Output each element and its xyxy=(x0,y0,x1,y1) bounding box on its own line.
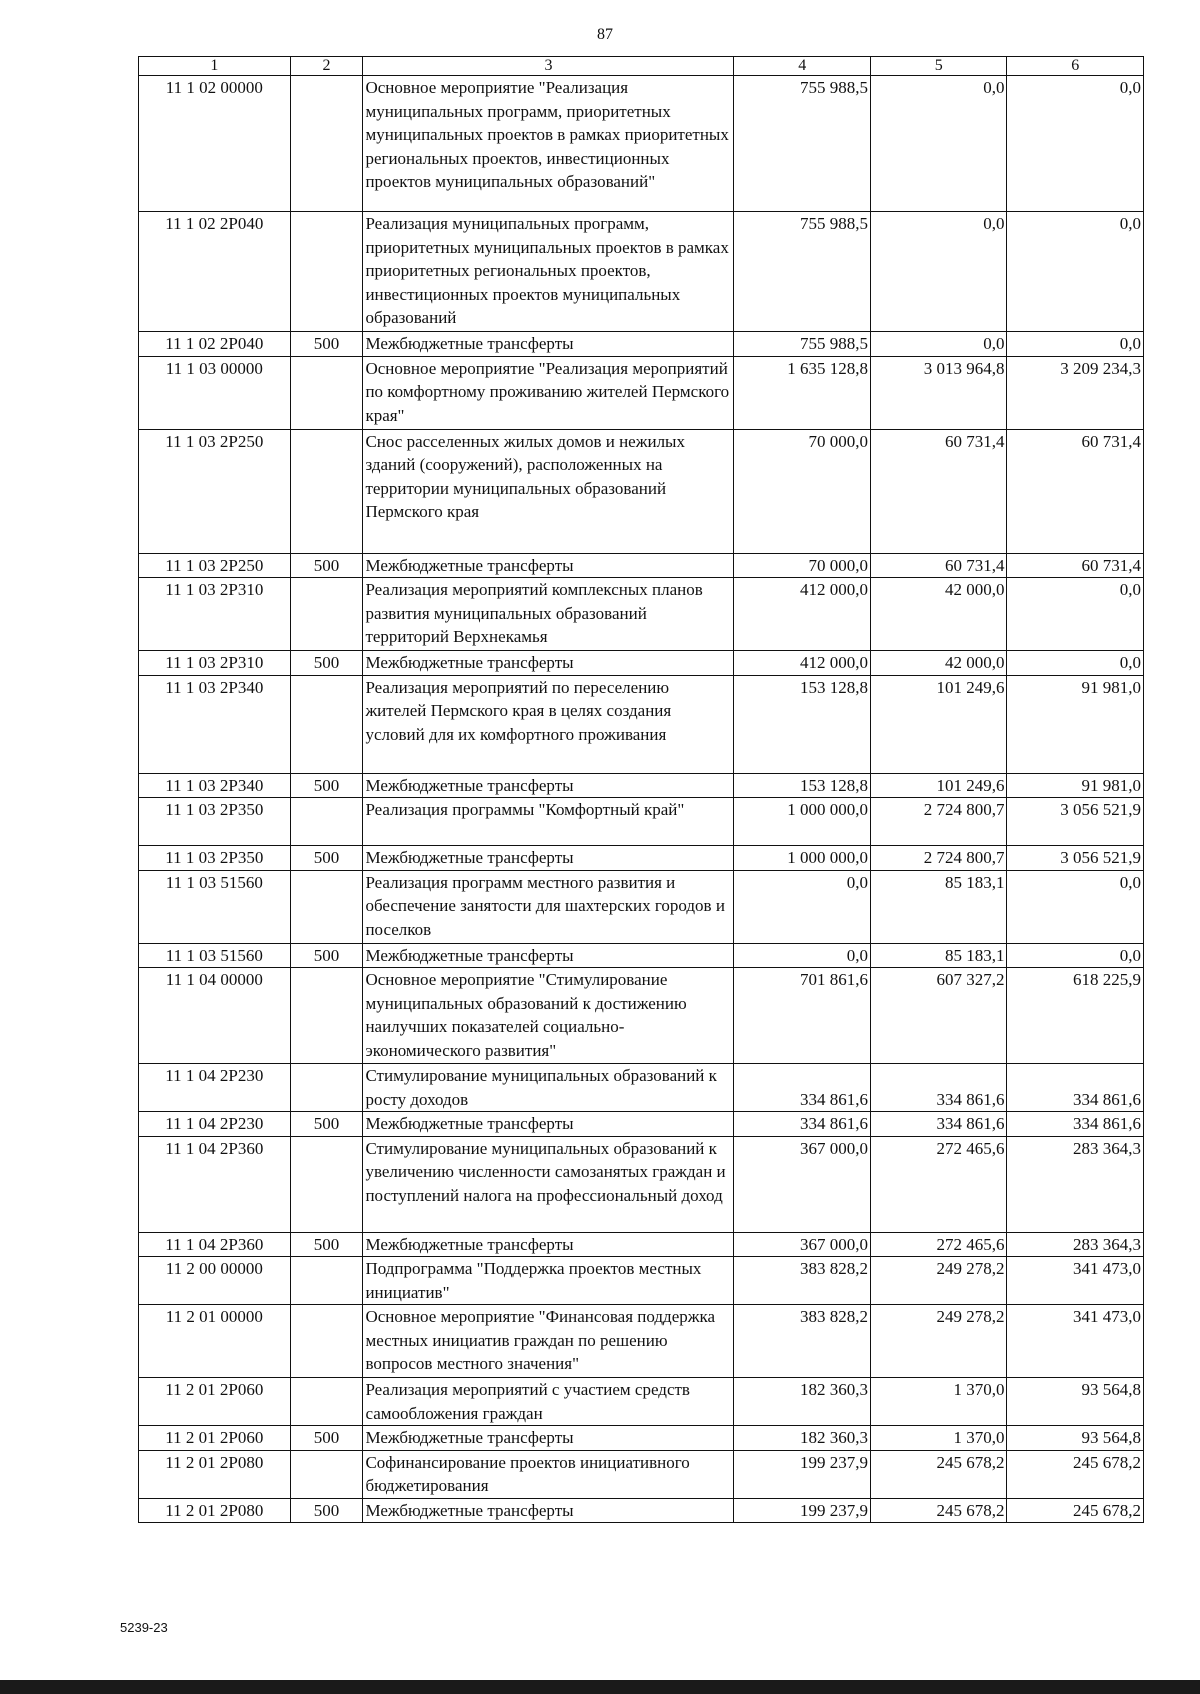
amount-col4-cell: 1 000 000,0 xyxy=(734,846,870,871)
description-cell: Межбюджетные трансферты xyxy=(363,846,734,871)
amount-col4-cell: 0,0 xyxy=(734,943,870,968)
code-cell: 11 2 01 2Р080 xyxy=(139,1450,291,1498)
amount-col4-cell: 1 635 128,8 xyxy=(734,356,870,429)
amount-col4-cell: 334 861,6 xyxy=(734,1064,870,1112)
amount-col4-cell: 367 000,0 xyxy=(734,1232,870,1257)
table-row xyxy=(139,553,1144,578)
amount-col5-cell: 0,0 xyxy=(870,332,1006,357)
code-cell: 11 1 03 2Р250 xyxy=(139,429,291,553)
amount-col5-cell: 2 724 800,7 xyxy=(870,798,1006,846)
column-header-1: 1 xyxy=(139,57,291,76)
code-cell: 11 1 04 2Р360 xyxy=(139,1232,291,1257)
expense-type-cell xyxy=(290,968,363,1064)
amount-col6-cell: 0,0 xyxy=(1007,651,1144,676)
amount-col4-cell: 412 000,0 xyxy=(734,578,870,651)
code-cell: 11 1 03 2Р350 xyxy=(139,846,291,871)
amount-col4-cell: 182 360,3 xyxy=(734,1426,870,1451)
amount-col5-cell: 101 249,6 xyxy=(870,675,1006,773)
code-cell: 11 2 00 00000 xyxy=(139,1257,291,1305)
expense-type-cell xyxy=(290,1305,363,1378)
table-row xyxy=(139,1232,1144,1257)
description-cell: Реализация программы "Комфортный край" xyxy=(363,798,734,846)
expense-type-cell xyxy=(290,76,363,212)
amount-col4-cell: 334 861,6 xyxy=(734,1112,870,1137)
code-cell: 11 1 04 2Р230 xyxy=(139,1064,291,1112)
expense-type-cell xyxy=(290,675,363,773)
code-cell: 11 2 01 2Р080 xyxy=(139,1498,291,1523)
amount-col6-cell: 334 861,6 xyxy=(1007,1112,1144,1137)
amount-col5-cell: 42 000,0 xyxy=(870,651,1006,676)
amount-col4-cell: 70 000,0 xyxy=(734,429,870,553)
description-cell: Межбюджетные трансферты xyxy=(363,1232,734,1257)
description-cell: Основное мероприятие "Реализация мероприятий по комфортному проживанию жителей Пермского края" xyxy=(363,356,734,429)
amount-col6-cell: 3 056 521,9 xyxy=(1007,846,1144,871)
amount-col4-cell: 199 237,9 xyxy=(734,1450,870,1498)
code-cell: 11 1 03 51560 xyxy=(139,943,291,968)
amount-col5-cell: 334 861,6 xyxy=(870,1064,1006,1112)
description-cell: Софинансирование проектов инициативного бюджетирования xyxy=(363,1450,734,1498)
amount-col6-cell: 283 364,3 xyxy=(1007,1136,1144,1232)
amount-col6-cell: 0,0 xyxy=(1007,578,1144,651)
budget-table-container xyxy=(138,56,1144,1523)
code-cell: 11 1 04 2Р360 xyxy=(139,1136,291,1232)
page-number: 87 xyxy=(597,26,613,43)
table-row xyxy=(139,212,1144,332)
amount-col4-cell: 755 988,5 xyxy=(734,76,870,212)
description-cell: Межбюджетные трансферты xyxy=(363,651,734,676)
description-cell: Реализация мероприятий комплексных планов развития муниципальных образований территорий Верхнекамья xyxy=(363,578,734,651)
amount-col5-cell: 245 678,2 xyxy=(870,1498,1006,1523)
expense-type-cell xyxy=(290,1378,363,1426)
expense-type-cell: 500 xyxy=(290,773,363,798)
amount-col5-cell: 1 370,0 xyxy=(870,1426,1006,1451)
table-body xyxy=(139,76,1144,1523)
amount-col6-cell: 334 861,6 xyxy=(1007,1064,1144,1112)
table-row xyxy=(139,846,1144,871)
description-cell: Реализация программ местного развития и обеспечение занятости для шахтерских городов и поселков xyxy=(363,870,734,943)
expense-type-cell: 500 xyxy=(290,332,363,357)
amount-col4-cell: 755 988,5 xyxy=(734,212,870,332)
code-cell: 11 1 03 2Р310 xyxy=(139,578,291,651)
amount-col6-cell: 0,0 xyxy=(1007,212,1144,332)
amount-col4-cell: 383 828,2 xyxy=(734,1257,870,1305)
amount-col5-cell: 60 731,4 xyxy=(870,553,1006,578)
table-row xyxy=(139,675,1144,773)
code-cell: 11 1 03 2Р310 xyxy=(139,651,291,676)
expense-type-cell: 500 xyxy=(290,651,363,676)
amount-col6-cell: 618 225,9 xyxy=(1007,968,1144,1064)
scan-bottom-edge xyxy=(0,1680,1200,1694)
table-row xyxy=(139,356,1144,429)
amount-col4-cell: 383 828,2 xyxy=(734,1305,870,1378)
amount-col5-cell: 272 465,6 xyxy=(870,1232,1006,1257)
description-cell: Реализация мероприятий по переселению жителей Пермского края в целях создания условий для их комфортного проживания xyxy=(363,675,734,773)
code-cell: 11 1 03 2Р340 xyxy=(139,773,291,798)
amount-col6-cell: 245 678,2 xyxy=(1007,1450,1144,1498)
table-row xyxy=(139,332,1144,357)
table-row xyxy=(139,943,1144,968)
amount-col5-cell: 85 183,1 xyxy=(870,870,1006,943)
amount-col4-cell: 70 000,0 xyxy=(734,553,870,578)
amount-col4-cell: 755 988,5 xyxy=(734,332,870,357)
amount-col6-cell: 91 981,0 xyxy=(1007,773,1144,798)
expense-type-cell xyxy=(290,798,363,846)
description-cell: Стимулирование муниципальных образований к увеличению численности самозанятых граждан и поступлений налога на профессиональный доход xyxy=(363,1136,734,1232)
table-row xyxy=(139,773,1144,798)
table-row xyxy=(139,651,1144,676)
expense-type-cell: 500 xyxy=(290,1232,363,1257)
amount-col6-cell: 341 473,0 xyxy=(1007,1305,1144,1378)
amount-col5-cell: 85 183,1 xyxy=(870,943,1006,968)
code-cell: 11 1 02 2Р040 xyxy=(139,332,291,357)
expense-type-cell: 500 xyxy=(290,1426,363,1451)
code-cell: 11 1 02 00000 xyxy=(139,76,291,212)
table-row xyxy=(139,1378,1144,1426)
amount-col6-cell: 93 564,8 xyxy=(1007,1378,1144,1426)
column-header-6: 6 xyxy=(1007,57,1144,76)
description-cell: Межбюджетные трансферты xyxy=(363,1112,734,1137)
amount-col6-cell: 283 364,3 xyxy=(1007,1232,1144,1257)
table-row xyxy=(139,798,1144,846)
amount-col5-cell: 249 278,2 xyxy=(870,1305,1006,1378)
expense-type-cell xyxy=(290,212,363,332)
expense-type-cell xyxy=(290,356,363,429)
amount-col6-cell: 3 056 521,9 xyxy=(1007,798,1144,846)
description-cell: Межбюджетные трансферты xyxy=(363,943,734,968)
expense-type-cell xyxy=(290,1450,363,1498)
description-cell: Межбюджетные трансферты xyxy=(363,773,734,798)
amount-col6-cell: 245 678,2 xyxy=(1007,1498,1144,1523)
description-cell: Межбюджетные трансферты xyxy=(363,332,734,357)
amount-col4-cell: 153 128,8 xyxy=(734,675,870,773)
amount-col5-cell: 0,0 xyxy=(870,76,1006,212)
document-id: 5239-23 xyxy=(120,1620,168,1635)
amount-col5-cell: 101 249,6 xyxy=(870,773,1006,798)
amount-col6-cell: 91 981,0 xyxy=(1007,675,1144,773)
amount-col6-cell: 0,0 xyxy=(1007,870,1144,943)
amount-col5-cell: 1 370,0 xyxy=(870,1378,1006,1426)
code-cell: 11 2 01 00000 xyxy=(139,1305,291,1378)
header-row xyxy=(139,57,1144,76)
table-row xyxy=(139,1112,1144,1137)
expense-type-cell: 500 xyxy=(290,943,363,968)
code-cell: 11 1 03 51560 xyxy=(139,870,291,943)
amount-col4-cell: 199 237,9 xyxy=(734,1498,870,1523)
code-cell: 11 1 04 00000 xyxy=(139,968,291,1064)
amount-col6-cell: 93 564,8 xyxy=(1007,1426,1144,1451)
amount-col5-cell: 2 724 800,7 xyxy=(870,846,1006,871)
expense-type-cell xyxy=(290,578,363,651)
amount-col4-cell: 153 128,8 xyxy=(734,773,870,798)
amount-col6-cell: 0,0 xyxy=(1007,943,1144,968)
expense-type-cell xyxy=(290,1257,363,1305)
description-cell: Реализация муниципальных программ, приоритетных муниципальных проектов в рамках приоритетных региональных проектов, инвестиционных проектов муниципальных образований xyxy=(363,212,734,332)
description-cell: Стимулирование муниципальных образований к росту доходов xyxy=(363,1064,734,1112)
table-row xyxy=(139,1426,1144,1451)
column-header-4: 4 xyxy=(734,57,870,76)
table-row xyxy=(139,1136,1144,1232)
table-row xyxy=(139,578,1144,651)
code-cell: 11 1 03 00000 xyxy=(139,356,291,429)
code-cell: 11 1 02 2Р040 xyxy=(139,212,291,332)
code-cell: 11 1 03 2Р340 xyxy=(139,675,291,773)
expense-type-cell: 500 xyxy=(290,1498,363,1523)
amount-col5-cell: 42 000,0 xyxy=(870,578,1006,651)
table-row xyxy=(139,76,1144,212)
table-row xyxy=(139,1450,1144,1498)
expense-type-cell xyxy=(290,429,363,553)
expense-type-cell: 500 xyxy=(290,846,363,871)
amount-col6-cell: 341 473,0 xyxy=(1007,1257,1144,1305)
column-header-3: 3 xyxy=(363,57,734,76)
code-cell: 11 1 04 2Р230 xyxy=(139,1112,291,1137)
amount-col4-cell: 1 000 000,0 xyxy=(734,798,870,846)
description-cell: Основное мероприятие "Финансовая поддержка местных инициатив граждан по решению вопросов местного значения" xyxy=(363,1305,734,1378)
amount-col6-cell: 0,0 xyxy=(1007,76,1144,212)
code-cell: 11 2 01 2Р060 xyxy=(139,1378,291,1426)
amount-col4-cell: 182 360,3 xyxy=(734,1378,870,1426)
table-row xyxy=(139,870,1144,943)
description-cell: Снос расселенных жилых домов и нежилых зданий (сооружений), расположенных на территории муниципальных образований Пермского края xyxy=(363,429,734,553)
expense-type-cell xyxy=(290,870,363,943)
amount-col4-cell: 367 000,0 xyxy=(734,1136,870,1232)
amount-col5-cell: 607 327,2 xyxy=(870,968,1006,1064)
amount-col6-cell: 3 209 234,3 xyxy=(1007,356,1144,429)
code-cell: 11 2 01 2Р060 xyxy=(139,1426,291,1451)
expense-type-cell xyxy=(290,1064,363,1112)
amount-col5-cell: 0,0 xyxy=(870,212,1006,332)
description-cell: Межбюджетные трансферты xyxy=(363,553,734,578)
table-row xyxy=(139,1257,1144,1305)
table-row xyxy=(139,429,1144,553)
code-cell: 11 1 03 2Р250 xyxy=(139,553,291,578)
table-row xyxy=(139,1064,1144,1112)
amount-col4-cell: 412 000,0 xyxy=(734,651,870,676)
description-cell: Межбюджетные трансферты xyxy=(363,1426,734,1451)
description-cell: Реализация мероприятий с участием средств самообложения граждан xyxy=(363,1378,734,1426)
amount-col6-cell: 60 731,4 xyxy=(1007,553,1144,578)
amount-col5-cell: 3 013 964,8 xyxy=(870,356,1006,429)
amount-col6-cell: 0,0 xyxy=(1007,332,1144,357)
amount-col4-cell: 0,0 xyxy=(734,870,870,943)
description-cell: Межбюджетные трансферты xyxy=(363,1498,734,1523)
table-row xyxy=(139,1498,1144,1523)
amount-col4-cell: 701 861,6 xyxy=(734,968,870,1064)
amount-col5-cell: 60 731,4 xyxy=(870,429,1006,553)
description-cell: Подпрограмма "Поддержка проектов местных инициатив" xyxy=(363,1257,734,1305)
amount-col5-cell: 245 678,2 xyxy=(870,1450,1006,1498)
column-header-5: 5 xyxy=(870,57,1006,76)
code-cell: 11 1 03 2Р350 xyxy=(139,798,291,846)
amount-col6-cell: 60 731,4 xyxy=(1007,429,1144,553)
expense-type-cell xyxy=(290,1136,363,1232)
amount-col5-cell: 334 861,6 xyxy=(870,1112,1006,1137)
table-row xyxy=(139,968,1144,1064)
column-header-2: 2 xyxy=(290,57,363,76)
description-cell: Основное мероприятие "Стимулирование муниципальных образований к достижению наилучших показателей социально-экономического развития" xyxy=(363,968,734,1064)
expense-type-cell: 500 xyxy=(290,553,363,578)
description-cell: Основное мероприятие "Реализация муниципальных программ, приоритетных муниципальных проектов в рамках приоритетных региональных проектов, инвестиционных проектов муниципальных образований" xyxy=(363,76,734,212)
amount-col5-cell: 272 465,6 xyxy=(870,1136,1006,1232)
amount-col5-cell: 249 278,2 xyxy=(870,1257,1006,1305)
table-row xyxy=(139,1305,1144,1378)
budget-table xyxy=(138,56,1144,1523)
expense-type-cell: 500 xyxy=(290,1112,363,1137)
